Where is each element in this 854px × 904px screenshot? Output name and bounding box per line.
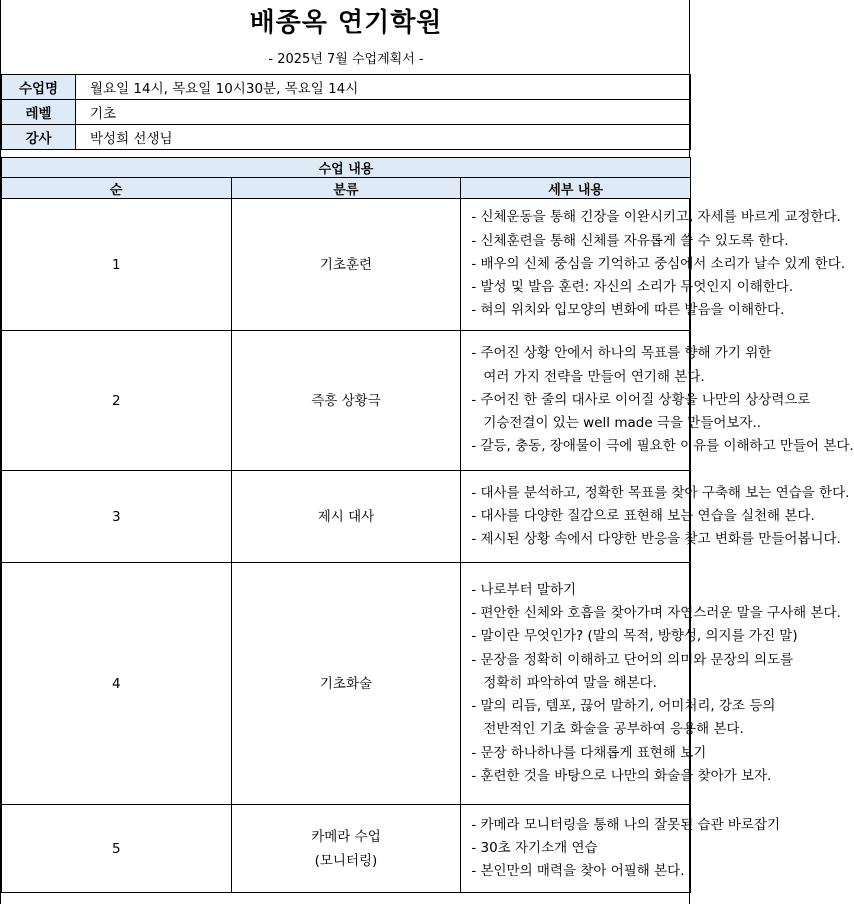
row-category-label: 즉흥 상황극 (311, 392, 381, 409)
detail-line: - 문장 하나하나를 다채롭게 표현해 보기 (471, 744, 707, 761)
info-value: 월요일 14시, 목요일 10시30분, 목요일 14시 (76, 75, 691, 100)
detail-lines (471, 482, 850, 552)
page-subtitle: - 2025년 7월 수업계획서 - (268, 52, 424, 67)
detail-line: - 주어진 한 줄의 대사로 이어질 상황을 나만의 상상력으로 (471, 391, 811, 408)
lesson-content-table (1, 157, 854, 893)
column-header-row (2, 178, 691, 199)
detail-line: - 말이란 무엇인가? (말의 목적, 방향성, 의지를 가진 말) (471, 628, 798, 645)
info-value: 박성희 선생님 (76, 125, 691, 150)
column-header-no: 순 (2, 178, 232, 199)
row-number: 5 (2, 805, 232, 893)
detail-line: - 발성 및 발음 훈련: 자신의 소리가 무엇인지 이해한다. (471, 279, 794, 296)
table-row (2, 471, 691, 563)
detail-line: 기승전결이 있는 well made 극을 만들어보자.. (483, 415, 762, 432)
detail-lines (471, 206, 846, 322)
detail-line: - 주어진 상황 안에서 하나의 목표를 향해 가기 위한 (471, 345, 772, 362)
section-title-row (2, 158, 691, 178)
info-label: 강사 (2, 125, 76, 150)
detail-line: - 신체운동을 통해 긴장을 이완시키고, 자세를 바르게 교정한다. (471, 209, 841, 226)
row-category-label: 카메라 수업 (모니터링) (311, 828, 381, 869)
detail-line: - 본인만의 매력을 찾아 어필해 본다. (471, 863, 685, 880)
page-title: 배종옥 연기학원 (249, 8, 443, 38)
row-category (231, 471, 461, 563)
detail-line: - 30초 자기소개 연습 (471, 839, 598, 856)
row-category (231, 805, 461, 893)
info-label: 레벨 (2, 100, 76, 125)
info-row-class-name (2, 75, 691, 100)
detail-line: - 대사를 다양한 질감으로 표현해 보는 연습을 실천해 본다. (471, 507, 815, 524)
detail-lines (471, 579, 841, 789)
section-title: 수업 내용 (2, 158, 691, 178)
row-details (461, 471, 850, 563)
detail-line: 정확히 파악하여 말을 해본다. (483, 674, 657, 691)
row-category-label: 제시 대사 (317, 508, 375, 525)
info-label: 수업명 (2, 75, 76, 100)
detail-line: - 말의 리듬, 템포, 끊어 말하기, 어미처리, 강조 등의 (471, 698, 776, 715)
column-header-details: 세부 내용 (461, 178, 691, 199)
row-number: 3 (2, 471, 232, 563)
table-row (2, 805, 691, 893)
detail-lines (471, 814, 781, 884)
row-category (231, 563, 461, 805)
row-category-label: 기초화술 (319, 675, 373, 692)
row-details (461, 805, 781, 893)
info-value: 기초 (76, 100, 691, 125)
table-row (2, 199, 691, 331)
row-number: 2 (2, 331, 232, 471)
row-category (231, 199, 461, 331)
detail-line: - 카메라 모니터링을 통해 나의 잘못된 습관 바로잡기 (471, 816, 781, 833)
table-row (2, 563, 691, 805)
class-info-table (1, 74, 691, 150)
detail-line: - 신체훈련을 통해 신체를 자유롭게 쓸 수 있도록 한다. (471, 232, 789, 249)
row-number: 4 (2, 563, 232, 805)
row-category-label: 기초훈련 (319, 256, 373, 273)
detail-lines (471, 342, 854, 458)
column-header-category: 분류 (231, 178, 461, 199)
detail-line: - 혀의 위치와 입모양의 변화에 따른 발음을 이해한다. (471, 302, 785, 319)
detail-line: 전반적인 기초 화술을 공부하여 응용해 본다. (483, 721, 744, 738)
detail-line: - 문장을 정확히 이해하고 단어의 의미와 문장의 의도를 (471, 651, 794, 668)
row-details (461, 331, 854, 471)
detail-line: - 훈련한 것을 바탕으로 나만의 화술을 찾아가 보자. (471, 768, 772, 785)
detail-line: 여러 가지 전략을 만들어 연기해 본다. (483, 368, 705, 385)
row-details (461, 199, 846, 331)
detail-line: - 제시된 상황 속에서 다양한 반응을 찾고 변화를 만들어봅니다. (471, 531, 841, 548)
row-number: 1 (2, 199, 232, 331)
info-row-level (2, 100, 691, 125)
detail-line: - 편안한 신체와 호흡을 찾아가며 자연스러운 말을 구사해 본다. (471, 604, 841, 621)
row-details (461, 563, 841, 805)
detail-line: - 나로부터 말하기 (471, 581, 577, 598)
detail-line: - 배우의 신체 중심을 기억하고 중심에서 소리가 날수 있게 한다. (471, 255, 846, 272)
table-row (2, 331, 691, 471)
info-row-instructor (2, 125, 691, 150)
detail-line: - 갈등, 충동, 장애물이 극에 필요한 이유를 이해하고 만들어 본다. (471, 438, 854, 455)
row-category (231, 331, 461, 471)
detail-line: - 대사를 분석하고, 정확한 목표를 찾아 구축해 보는 연습을 한다. (471, 484, 850, 501)
